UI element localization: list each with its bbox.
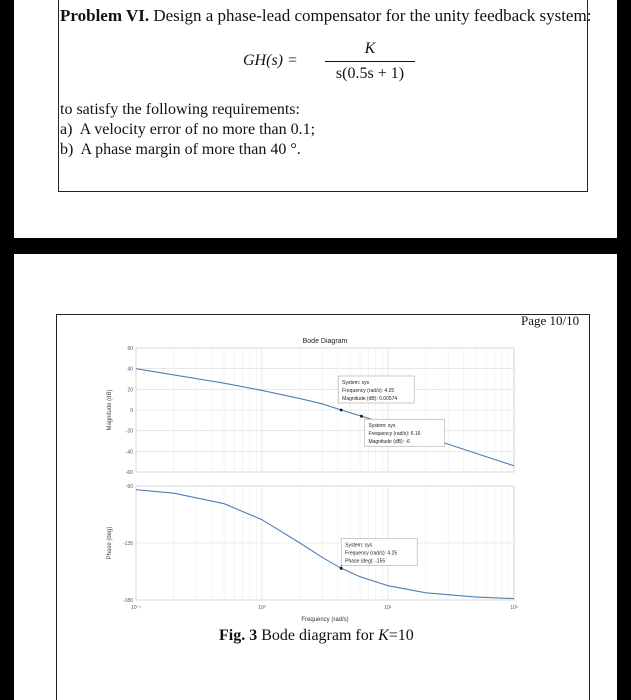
page-number: Page 10/10 [521,313,580,328]
phase-y-tick-label: -90 [125,484,133,490]
x-tick-label: 10⁻¹ [131,605,141,611]
x-tick-label: 10² [510,605,518,611]
x-tick-label: 10¹ [384,605,392,611]
requirements [60,100,315,160]
problem-heading [60,6,591,26]
magnitude-datatip-line: Frequency (rad/s): 6.16 [368,431,421,438]
magnitude-y-tick-label: 20 [127,387,133,394]
magnitude-y-tick-label: 40 [127,366,133,373]
figure-caption: Fig. 3 Bode diagram for K=10 [219,627,414,644]
phase-datatip-line: System: sys [345,542,373,549]
phase-datatip-line: Frequency (rad/s): 4.25 [345,550,398,557]
x-tick-label: 10⁰ [258,605,266,611]
magnitude-datatip-line: System: sys [368,423,396,430]
magnitude-y-tick-label: -60 [125,470,133,476]
equation-lhs: GH(s) = [243,52,298,69]
phase-y-label: Phase (deg) [107,526,113,560]
problem-box [58,0,588,192]
equation-numerator: K [364,40,376,57]
magnitude-y-tick-label: 0 [130,408,133,414]
fraction-bar [325,61,415,62]
phase-y-tick-label: -135 [122,541,133,547]
magnitude-y-tick-label: -40 [125,449,133,456]
equation-denominator: s(0.5s + 1) [335,65,405,82]
magnitude-y-label: Magnitude (dB) [107,389,113,431]
requirement-b: b) A phase margin of more than 40 °. [60,141,301,158]
equation-fraction [325,40,415,83]
chart-title: Bode Diagram [302,338,348,345]
magnitude-datatip-line: Magnitude (dB): 0.00574 [342,395,398,402]
problem-statement: Design a phase-lead compensator for the unity feedback system: [153,6,592,25]
requirements-intro: to satisfy the following requirements: [60,101,300,118]
phase-y-tick-label: -180 [122,598,133,604]
magnitude-datatip-marker [340,409,343,412]
phase-datatip-line: Phase (deg): -155 [345,558,386,565]
magnitude-y-tick-label: 60 [127,346,133,352]
magnitude-datatip-marker [360,415,363,418]
magnitude-datatip-line: System: sys [342,379,370,386]
figure-page [14,254,617,700]
magnitude-datatip-line: Frequency (rad/s): 4.25 [342,387,395,394]
x-axis-label: Frequency (rad/s) [301,617,349,623]
problem-label: Problem VI. [60,6,150,25]
requirement-a: a) A velocity error of no more than 0.1; [60,121,316,138]
magnitude-y-tick-label: -20 [125,428,133,435]
problem-page [14,0,617,238]
magnitude-datatip-line: Magnitude (dB): -6 [368,439,410,446]
